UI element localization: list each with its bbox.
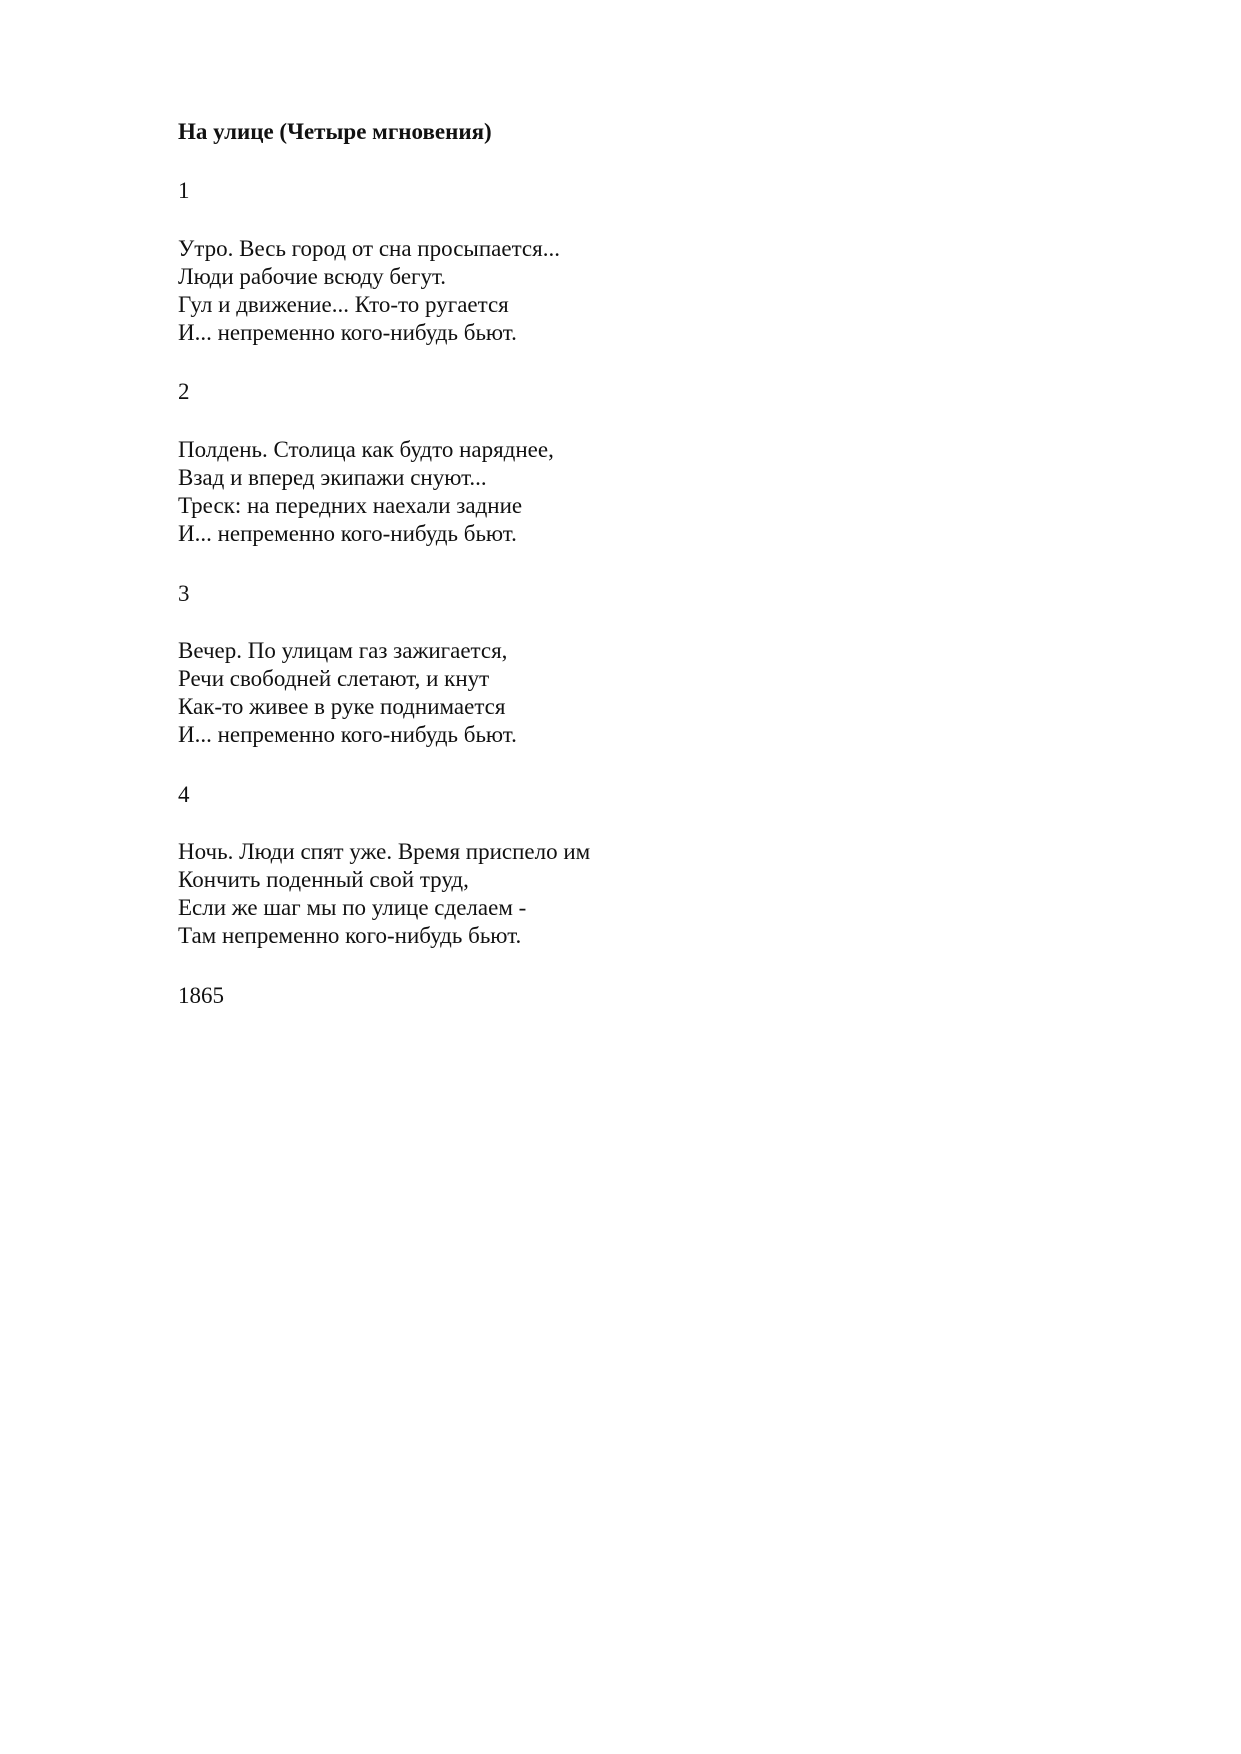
stanza-1-number: 1 [178, 178, 190, 203]
stanza-3-line-3: Как-то живее в руке поднимается [178, 694, 506, 719]
poem-year: 1865 [178, 983, 224, 1008]
stanza-2-line-3: Треск: на передних наехали задние [178, 493, 523, 518]
stanza-1-line-1: Утро. Весь город от сна просыпается... [178, 236, 560, 261]
stanza-3-line-1: Вечер. По улицам газ зажигается, [178, 638, 508, 663]
stanza-2-number: 2 [178, 379, 190, 404]
stanza-2-line-4: И... непременно кого-нибудь бьют. [178, 521, 517, 546]
stanza-3-line-4: И... непременно кого-нибудь бьют. [178, 722, 517, 747]
stanza-3-line-2: Речи свободней слетают, и кнут [178, 666, 490, 691]
stanza-2-line-1: Полдень. Столица как будто наряднее, [178, 437, 554, 462]
stanza-3-number: 3 [178, 581, 190, 606]
stanza-1-line-3: Гул и движение... Кто-то ругается [178, 292, 509, 317]
stanza-1-line-2: Люди рабочие всюду бегут. [178, 264, 447, 289]
stanza-2-line-2: Взад и вперед экипажи снуют... [178, 465, 487, 490]
stanza-4-line-3: Если же шаг мы по улице сделаем - [178, 895, 527, 920]
stanza-4-line-1: Ночь. Люди спят уже. Время приспело им [178, 839, 591, 864]
stanza-4-line-4: Там непременно кого-нибудь бьют. [178, 923, 522, 948]
poem-title: На улице (Четыре мгновения) [178, 119, 492, 144]
stanza-1-line-4: И... непременно кого-нибудь бьют. [178, 320, 517, 345]
stanza-4-line-2: Кончить поденный свой труд, [178, 867, 469, 892]
stanza-4-number: 4 [178, 782, 190, 807]
